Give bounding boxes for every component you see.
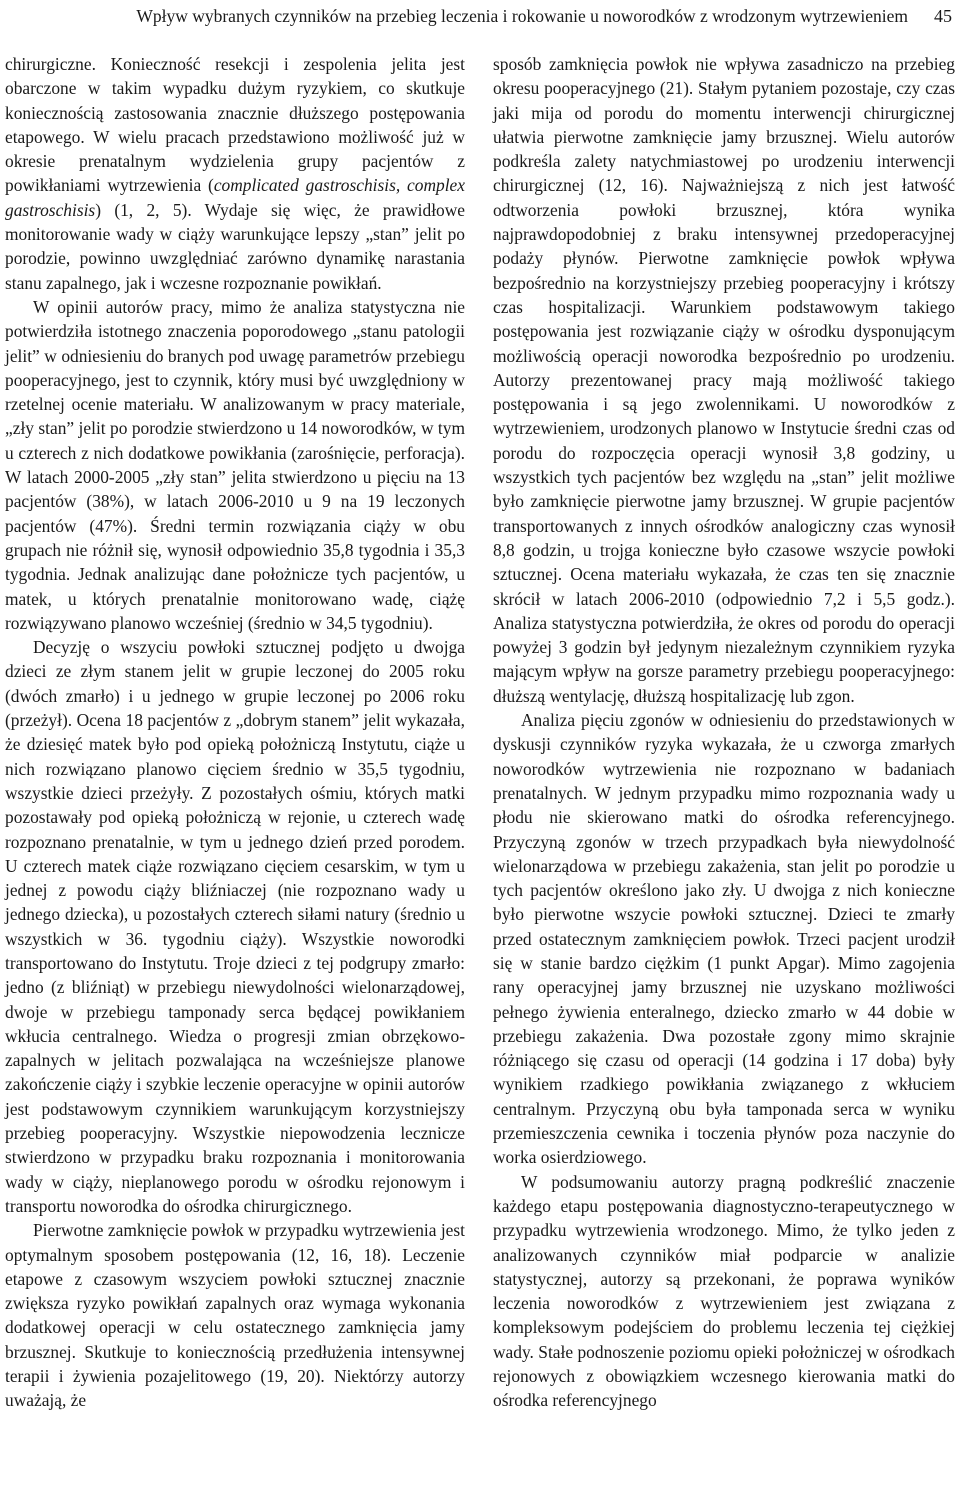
italic-term: complicated gastroschisis, complex gastroschisis bbox=[5, 175, 465, 220]
paragraph: W opinii autorów pracy, mimo że analiza statystyczna nie potwierdziła istotnego znaczenia poporodowego „stanu patologii jelit” w odniesieniu do branych pod uwagę parametrów przebiegu pooperacyjnego, jest to czynnik, który musi być uwzględniony w rzetelnej ocenie materiału. W analizowanym w pracy materiale, „zły stan” jelit po porodzie stwierdzono u 14 noworodków, w tym u czterech z nich dodatkowe powikłania (zarośnięcie, perforacja). W latach 2000-2005 „zły stan” jelita stwierdzono u pięciu na 13 pacjentów (38%), w latach 2006-2010 u 9 na 19 leczonych pacjentów (47%). Średni termin rozwiązania ciąży w obu grupach nie różnił się, wynosił odpowiednio 35,8 tygodnia i 35,3 tygodnia. Jednak analizując dane położnicze tych pacjentów, u matek, u których prenatalnie monitorowano wadę, ciążę rozwiązywano planowo wcześniej (średnio w 34,5 tygodniu). bbox=[5, 296, 465, 633]
paragraph: W podsumowaniu autorzy pragną podkreślić znaczenie każdego etapu postępowania diagnostyczno-terapeutycznego w przypadku wytrzewienia wrodzonego. Mimo, że tylko jeden z analizowanych czynników miał podparcie w analizie statystycznej, autorzy są przekonani, że poprawa wyników leczenia noworodków z wytrzewieniem jest związana z kompleksowym podejściem do problemu leczenia tej ciężkiej wady. Stałe podnoszenie poziomu opieki położniczej w ośrodkach rejonowych z obowiązkiem wczesnego kierowania matki do ośrodka referencyjnego bbox=[493, 1171, 955, 1411]
paragraph-text: ) (1, 2, 5). Wydaje się więc, że prawidłowe monitorowanie wady w ciąży warunkujące lepszy „stan” jelit po porodzie, powinno uwzględniać zarówno dynamikę narastania stanu zapalnego, jak i wczesne rozpoznanie powikłań. bbox=[5, 199, 465, 293]
running-header bbox=[8, 0, 952, 32]
paragraph bbox=[5, 52, 465, 295]
paragraph: sposób zamknięcia powłok nie wpływa zasadniczo na przebieg okresu pooperacyjnego (21). Stałym pytaniem pozostaje, czy czas jaki mija od porodu do momentu interwencji chirurgicznej ułatwia pierwotne zamknięcie jamy brzusznej. Wielu autorów podkreśla zalety natychmiastowej po urodzeniu interwencji chirurgicznej (12, 16). Najważniejszą z nich jest łatwość odtworzenia powłoki brzusznej, która wynika najprawdopodobniej z braku intensywnej przedoperacyjnej podaży płynów. Pierwotne zamknięcie powłok wpływa bezpośrednio na korzystniejszy przebieg pooperacyjny i krótszy czas hospitalizacji. Warunkiem podstawowym takiego postępowania jest rozwiązanie ciąży w ośrodku dysponującym możliwością operacji noworodka bezpośrednio po urodzeniu. Autorzy prezentowanej pracy mają możliwość takiego postępowania i są jego zwolennikami. U noworodków z wytrzewieniem, urodzonych planowo w Instytucie średni czas od porodu do rozpoczęcia operacji wynosił 3,8 godziny, u wszystkich tych pacjentów bez względu na „stan” jelit możliwe było zamknięcie pierwotne jamy brzusznej. W grupie pacjentów transportowanych z innych ośrodków analogiczny czas wynosił 8,8 godzin, u trojga konieczne było czasowe wszycie powłoki sztucznej. Ocena materiału wykazała, że czas ten się znacznie skrócił w latach 2006-2010 (odpowiednio 7,2 i 5,5 godz.). Analiza statystyczna potwierdziła, że okres od porodu do operacji powyżej 3 godzin był jedynym niezależnym czynnikiem ryzyka mającym wpływ na gorsze parametry przebiegu pooperacyjnego: dłuższą wentylację, dłuższą hospitalizację lub zgon. bbox=[493, 54, 955, 706]
paragraph: Pierwotne zamknięcie powłok w przypadku wytrzewienia jest optymalnym sposobem postępowania (12, 16, 18). Leczenie etapowe z czasowym wszyciem powłoki sztucznej znacznie zwiększa ryzyko powikłań zapalnych oraz wymaga wykonania dodatkowej operacji w celu ostatecznego zamknięcia jamy brzusznej. Skutkuje to koniecznością przedłużenia intensywnej terapii i żywienia pozajelitowego (19, 20). Niektórzy autorzy uważają, że bbox=[5, 1220, 465, 1411]
right-column bbox=[493, 52, 955, 1413]
left-column bbox=[5, 52, 465, 1413]
running-title: Wpływ wybranych czynników na przebieg leczenia i rokowanie u noworodków z wrodzonym wytrzewieniem bbox=[136, 5, 908, 26]
paragraph-text: chirurgiczne. Konieczność resekcji i zespolenia jelita jest obarczone w takim wypadku dużym ryzykiem, co skutkuje koniecznością zastosowania znacznie dłuższego postępowania etapowego. W wielu pracach przedstawiono możliwość już w okresie prenatalnym wydzielenia grupy pacjentów z powikłaniami wytrzewienia ( bbox=[5, 54, 465, 196]
paragraph: Decyzję o wszyciu powłoki sztucznej podjęto u dwojga dzieci ze złym stanem jelit w grupie leczonej do 2005 roku (dwóch zmarło) i u jednego w grupie leczonej po 2006 roku (przeżył). Ocena 18 pacjentów z „dobrym stanem” jelit wykazała, że dziesięć matek było pod opieką położniczą Instytutu, ciąże u nich rozwiązano planowo cięciem średnio w 35,5 tygodniu, wszystkie dzieci przeżyły. Z pozostałych ośmiu, których matki pozostawały pod opieką położniczą w rejonie, u czterech wadę rozpoznano prenatalnie, w tym u jednego dzień przed porodem. U czterech matek ciąże rozwiązano cięciem cesarskim, w tym u jednej z powodu ciąży bliźniaczej (nie rozpoznano wady u jednego dziecka), u pozostałych czterech siłami natury (średnio u wszystkich w 36. tygodniu ciąży). Wszystkie noworodki transportowano do Instytutu. Troje dzieci z tej podgrupy zmarło: jedno (z bliźniąt) w przebiegu niewydolności wielonarządowej, dwoje w przebiegu tamponady serca będącej powikłaniem wkłucia centralnego. Wiedza o progresji zmian obrzękowo-zapalnych w jelitach pozwalająca na wcześniejsze planowe zakończenie ciąży i szybkie leczenie operacyjne w opinii autorów jest podstawowym czynnikiem warunkującym korzystniejszy przebieg pooperacyjny. Wszystkie niepowodzenia lecznicze stwierdzono w przypadku braku rozpoznania i monitorowania wady w ciąży, nieplanowego porodu w ośrodku rejonowym i transportu noworodka do ośrodka chirurgicznego. bbox=[5, 637, 465, 1216]
paragraph: Analiza pięciu zgonów w odniesieniu do przedstawionych w dyskusji czynników ryzyka wykazała, że u czworga zmarłych noworodków wytrzewienia nie rozpoznano w badaniach prenatalnych. W jednym przypadku mimo rozpoznania wady u płodu nie skierowano matki do ośrodka referencyjnego. Przyczyną zgonów w trzech przypadkach była niewydolność wielonarządowa w przebiegu zakażenia, stan jelit po porodzie u tych pacjentów określono jako zły. U dwojga z nich konieczne było pierwotne wszycie powłoki sztucznej. Dzieci te zmarły przed ostatecznym zamknięciem powłok. Trzeci pacjent urodził się w stanie bardzo ciężkim (1 punkt Apgar). Mimo zagojenia rany operacyjnej jamy brzusznej nie uzyskano możliwości pełnego żywienia enteralnego, dziecko zmarło w 44 dobie w przebiegu zakażenia. Dwa pozostałe zgony mimo skrajnie różniącego się czasu od operacji (14 godzina i 17 doba) były wynikiem rzadkiego powikłania związanego z wkłuciem centralnym. Przyczyną obu była tamponada serca w wyniku przemieszczenia cewnika i toczenia płynów poza naczynie do worka osierdziowego. bbox=[493, 710, 955, 1168]
page-number: 45 bbox=[934, 5, 952, 26]
